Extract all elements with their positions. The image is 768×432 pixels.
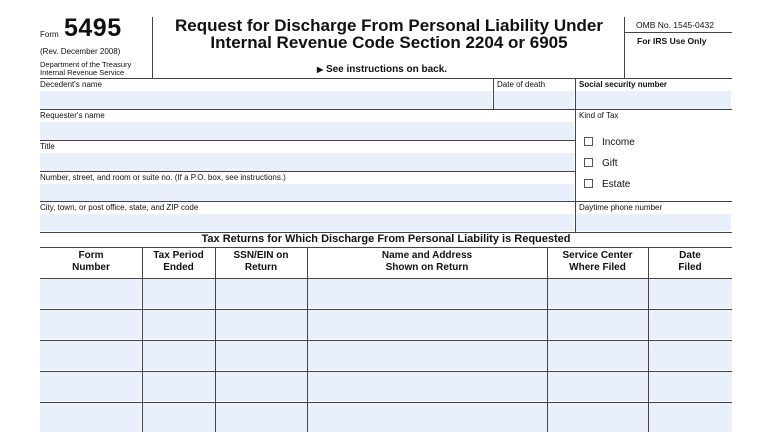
column-header-line1: Form xyxy=(78,250,104,261)
city-label: City, town, or post office, state, and ZIP code xyxy=(40,203,199,212)
form-number: 5495 xyxy=(64,14,122,42)
column-header-line2: Return xyxy=(244,262,278,273)
ssn-label: Social security number xyxy=(579,80,668,89)
row3-rule xyxy=(40,171,575,172)
column-header-line2: Filed xyxy=(678,262,702,273)
table-cell[interactable] xyxy=(143,403,215,432)
table-cell[interactable] xyxy=(548,341,648,370)
table-column-header xyxy=(547,250,648,274)
table-column-divider xyxy=(215,248,216,432)
table-cell[interactable] xyxy=(308,403,547,432)
table-cell[interactable] xyxy=(649,279,732,308)
table-cell[interactable] xyxy=(308,279,547,308)
triangle-right-icon: ▶ xyxy=(317,65,324,74)
column-header-line1: Date xyxy=(679,250,701,261)
table-cell[interactable] xyxy=(143,372,215,401)
table-title-rule xyxy=(40,247,732,248)
column-header-line2: Shown on Return xyxy=(385,262,469,273)
table-column-header xyxy=(307,250,547,274)
income-label: Income xyxy=(602,137,635,148)
table-cell[interactable] xyxy=(649,310,732,339)
table-column-divider xyxy=(547,248,548,432)
table-cell[interactable] xyxy=(40,403,141,432)
address-label: Number, street, and room or suite no. (If a P.O. box, see instructions.) xyxy=(40,173,286,182)
table-cell[interactable] xyxy=(308,310,547,339)
table-cell[interactable] xyxy=(548,372,648,401)
daytime-phone-label: Daytime phone number xyxy=(579,203,663,212)
kind-of-tax-label: Kind of Tax xyxy=(579,111,619,120)
row1-rule xyxy=(40,109,732,110)
daytime-phone-field[interactable] xyxy=(576,214,731,231)
table-cell[interactable] xyxy=(216,310,307,339)
table-cell[interactable] xyxy=(548,403,648,432)
form-title-line1: Request for Discharge From Personal Liability Under xyxy=(175,16,603,35)
department-line2: Internal Revenue Service xyxy=(40,68,125,77)
column-header-line2: Ended xyxy=(163,262,194,273)
table-cell[interactable] xyxy=(548,310,648,339)
ssn-field[interactable] xyxy=(576,91,731,109)
table-cell[interactable] xyxy=(216,279,307,308)
row2-rule xyxy=(40,140,575,141)
title-field[interactable] xyxy=(40,153,574,171)
omb-number: OMB No. 1545-0432 xyxy=(636,20,714,30)
gift-checkbox[interactable] xyxy=(584,158,593,167)
table-cell[interactable] xyxy=(649,341,732,370)
table-cell[interactable] xyxy=(308,341,547,370)
form-revision: (Rev. December 2008) xyxy=(40,47,121,56)
department-line1: Department of the Treasury xyxy=(40,60,132,69)
irs-use-only: For IRS Use Only xyxy=(637,36,707,46)
decedents-name-label: Decedent's name xyxy=(40,80,103,89)
column-header-line1: Name and Address xyxy=(381,250,473,261)
table-cell[interactable] xyxy=(40,279,141,308)
table-column-header xyxy=(648,250,732,274)
table-column-divider xyxy=(648,248,649,432)
table-cell[interactable] xyxy=(40,372,141,401)
column-header-line1: Tax Period xyxy=(153,250,204,261)
table-cell[interactable] xyxy=(143,341,215,370)
form-title xyxy=(160,17,618,51)
city-field[interactable] xyxy=(40,214,574,231)
title-label: Title xyxy=(40,142,55,151)
table-column-header xyxy=(40,250,142,274)
table-column-divider xyxy=(307,248,308,432)
date-of-death-field[interactable] xyxy=(494,91,574,109)
row4-rule xyxy=(40,201,732,202)
table-cell[interactable] xyxy=(649,372,732,401)
table-title: Tax Returns for Which Discharge From Personal Liability is Requested xyxy=(201,233,571,245)
estate-label: Estate xyxy=(602,179,631,190)
table-cell[interactable] xyxy=(40,341,141,370)
table-cell[interactable] xyxy=(143,279,215,308)
header-divider-left xyxy=(152,17,153,78)
column-header-line1: SSN/EIN on xyxy=(233,250,289,261)
table-column-header xyxy=(215,250,307,274)
form-prefix: Form xyxy=(40,30,59,39)
table-cell[interactable] xyxy=(216,372,307,401)
header-divider-right xyxy=(624,17,625,78)
address-field[interactable] xyxy=(40,184,574,201)
instructions-text: See instructions on back. xyxy=(325,64,448,75)
column-header-line2: Where Filed xyxy=(569,262,626,273)
requesters-name-field[interactable] xyxy=(40,122,574,140)
column-header-line1: Service Center xyxy=(562,250,633,261)
table-cell[interactable] xyxy=(216,341,307,370)
header-bottom-rule xyxy=(40,78,732,79)
instructions-note xyxy=(317,64,447,76)
table-cell[interactable] xyxy=(308,372,547,401)
table-cell[interactable] xyxy=(649,403,732,432)
date-of-death-label: Date of death xyxy=(497,80,546,89)
table-cell[interactable] xyxy=(143,310,215,339)
estate-checkbox[interactable] xyxy=(584,179,593,188)
table-column-header xyxy=(142,250,215,274)
form-title-line2: Internal Revenue Code Section 2204 or 6905 xyxy=(210,33,568,52)
table-cell[interactable] xyxy=(40,310,141,339)
table-column-divider xyxy=(142,248,143,432)
requesters-name-label: Requester's name xyxy=(40,111,105,120)
gift-label: Gift xyxy=(602,158,618,169)
column-header-line2: Number xyxy=(72,262,110,273)
omb-divider xyxy=(624,32,732,33)
decedents-name-field[interactable] xyxy=(40,91,492,109)
table-cell[interactable] xyxy=(216,403,307,432)
table-cell[interactable] xyxy=(548,279,648,308)
income-checkbox[interactable] xyxy=(584,137,593,146)
